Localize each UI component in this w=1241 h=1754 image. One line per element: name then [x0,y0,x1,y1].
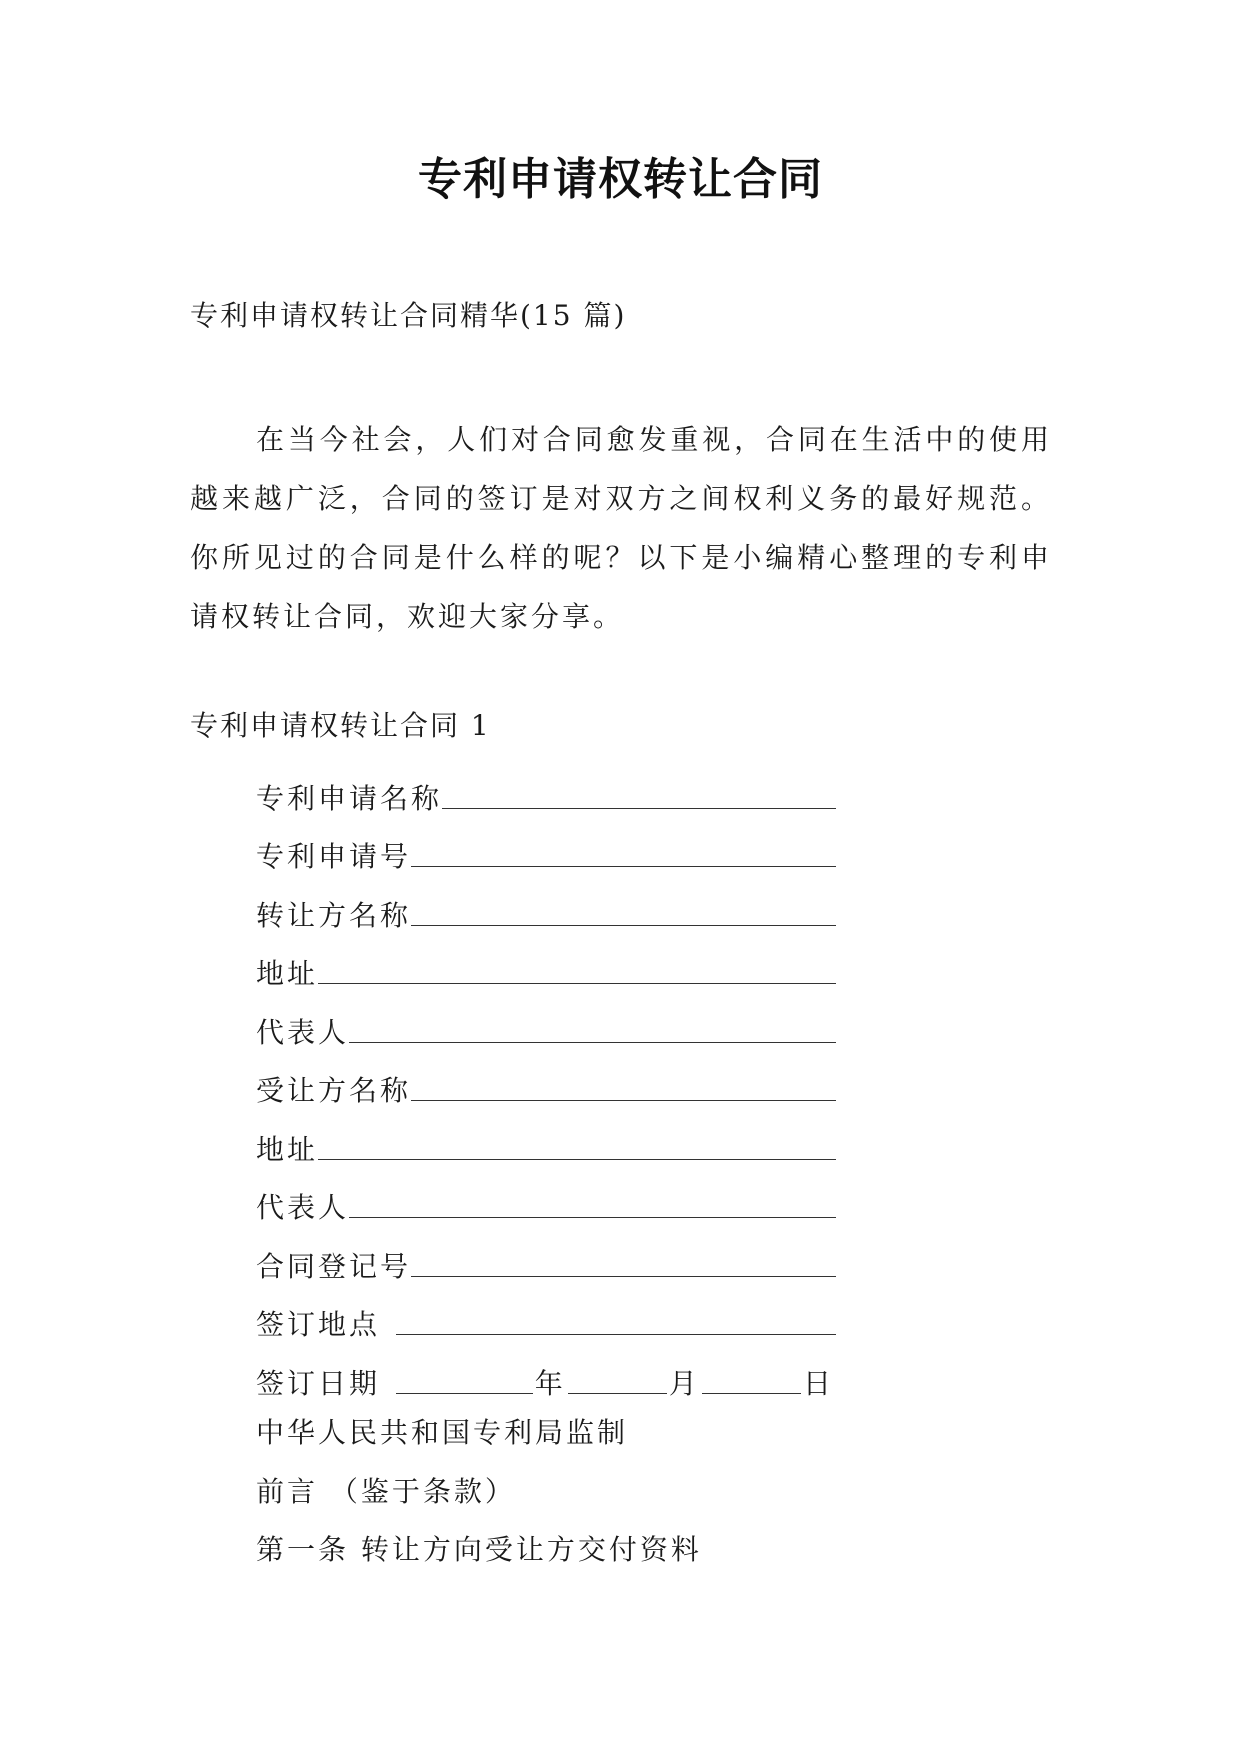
field-label: 地址 [256,1132,319,1166]
year-unit: 年 [534,1366,566,1400]
field-label: 受让方名称 [256,1074,412,1107]
contract-fields [256,760,836,1404]
field-transferee-address [256,1111,836,1170]
field-transferor-name [256,877,836,936]
article-one-line: 第一条 转让方向受让方交付资料 [256,1533,702,1566]
field-label: 专利申请名称 [256,781,443,815]
fill-in-line[interactable] [349,1183,836,1218]
section-heading: 专利申请权转让合同 1 [190,709,491,742]
field-label: 代表人 [256,1015,350,1049]
field-label: 签订地点 [256,1308,381,1341]
field-transferor-representative [256,994,836,1053]
fill-in-line[interactable] [411,1242,836,1277]
supervision-line: 中华人民共和国专利局监制 [256,1416,629,1449]
field-transferee-name [256,1053,836,1112]
document-title: 专利申请权转让合同 [418,154,823,205]
month-fill-in-line[interactable] [568,1359,667,1394]
field-contract-registration-number [256,1228,836,1287]
preamble-line: 前言 （鉴于条款） [256,1474,516,1508]
contract-text-lines [256,1404,702,1580]
field-label: 合同登记号 [256,1249,412,1283]
day-unit: 日 [802,1366,834,1400]
fill-in-line[interactable] [411,1066,836,1101]
fill-in-line[interactable] [442,774,836,809]
field-label: 专利申请号 [256,840,412,873]
intro-paragraph: 在当今社会，人们对合同愈发重视，合同在生活中的使用越来越广泛，合同的签订是对双方之间权利义务的最好规范。你所见过的合同是什么样的呢？以下是小编精心整理的专利申请权转让合同，欢迎大家分享。 [190,423,1052,633]
field-label: 签订日期 [256,1366,381,1400]
year-fill-in-line[interactable] [396,1359,533,1394]
day-fill-in-line[interactable] [702,1359,801,1394]
fill-in-line[interactable] [396,1300,836,1335]
field-patent-application-number [256,819,836,878]
field-label: 代表人 [256,1191,350,1224]
field-transferor-address [256,936,836,995]
fill-in-line[interactable] [318,949,836,984]
field-signing-date [256,1345,836,1404]
fill-in-line[interactable] [411,832,836,867]
fill-in-line[interactable] [349,1008,836,1043]
document-subtitle: 专利申请权转让合同精华(15 篇) [190,299,627,332]
field-label: 转让方名称 [256,898,412,932]
field-signing-place [256,1287,836,1346]
month-unit: 月 [668,1366,700,1400]
fill-in-line[interactable] [411,891,836,926]
fill-in-line[interactable] [318,1125,836,1160]
field-label: 地址 [256,957,319,990]
field-transferee-representative [256,1170,836,1229]
field-patent-application-name [256,760,836,819]
